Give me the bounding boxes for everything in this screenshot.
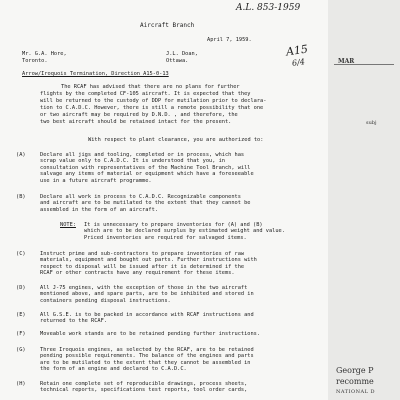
adjacent-subj: subj [366,120,377,126]
authorized-intro: With respect to plant clearance, you are authorized to: [88,137,264,143]
intro-line: or two aircraft may be required by D.N.D. , and therefore, the [40,112,238,118]
margin-mark-2: 6/4 [291,57,306,68]
item-label: (A) [16,152,26,158]
intro-line: tion to C.A.D.C. However, there is still a remote possibility that one [40,105,264,111]
adjacent-header: MAR [338,58,355,65]
sender-city: Ottawa. [166,58,189,64]
adjacent-caption-line: NATIONAL D [336,389,376,395]
memo-date: April 7, 1959. [207,37,252,43]
recipient-name: Mr. G.A. Hore, [22,51,67,57]
intro-line: will be returned to the custody of DDP for mutilation prior to declara- [40,98,267,104]
item-label: (F) [16,331,26,337]
file-number-annotation: A.L. 853-1959 [236,3,301,13]
adjacent-page [328,0,400,400]
item-label: (H) [16,381,26,387]
intro-line: The RCAF has advised that there are no plans for further [61,84,240,90]
recipient-city: Toronto. [22,58,48,64]
item-text: Declare all work in process to C.A.D.C. Recognizable components and aircraft are to be mutilated to the extent that they cannot be assembled in the form of an aircraft. [40,194,251,213]
item-text: Retain one complete set of reproducible drawings, process sheets, technical reports, specifications test reports, tool order cards, [40,381,248,394]
adjacent-caption-line: recomme [336,377,374,386]
margin-mark-1: A15 [285,42,309,59]
item-label: (G) [16,347,26,353]
item-text: Declare all jigs and tooling, completed or in process, which has scrap value only to C.A.D.C. It is understood that you, in consultation with representatives of the Machine Tool Branch, will salvage any items of material or equipment which have a foreseeable use in a future aircraft programme. [40,152,254,184]
item-label: (D) [16,285,26,291]
item-text: Three Iroquois engines, as selected by the RCAF, are to be retained pending possible requirements. The balance of the engines and parts are to be mutilated to the extent that they cannot be assembled in the form of an engine and declared to C.A.D.C. [40,347,254,373]
note-label: NOTE: [60,222,76,228]
item-label: (B) [16,194,26,200]
office-heading: Aircraft Branch [140,22,195,29]
sender-name: J.L. Doan, [166,51,198,57]
item-text: Instruct prime and sub-contractors to prepare inventories of raw materials, equipment and bought out parts. Further instructions with respect to disposal will be issued after it is determined if the RCAF or other contracts have any requirement for these items. [40,251,257,277]
memo-subject: Arrow/Iroquois Termination, Direction A15-0-13 [22,71,169,77]
item-label: (E) [16,312,26,318]
item-text: Moveable work stands are to be retained pending further instructions. [40,331,261,337]
adjacent-caption-name: George P [336,366,374,375]
intro-line: two best aircraft should be retained intact for the present. [40,119,232,125]
intro-line: flights by the completed CF-105 aircraft. It is expected that they [40,91,251,97]
item-label: (C) [16,251,26,257]
note-text: It is unnecessary to prepare inventories for (A) and (B) which are to be declared surplus by estimated weight and value. Priced inventories are required for salvaged items. [84,222,285,241]
item-text: All J-75 engines, with the exception of those in the two aircraft mentioned above, and spare parts, are to be inhibited and stored in containers pending disposal instructions. [40,285,254,304]
item-text: All G.S.E. is to be packed in accordance with RCAF instructions and returned to the RCAF. [40,312,254,325]
